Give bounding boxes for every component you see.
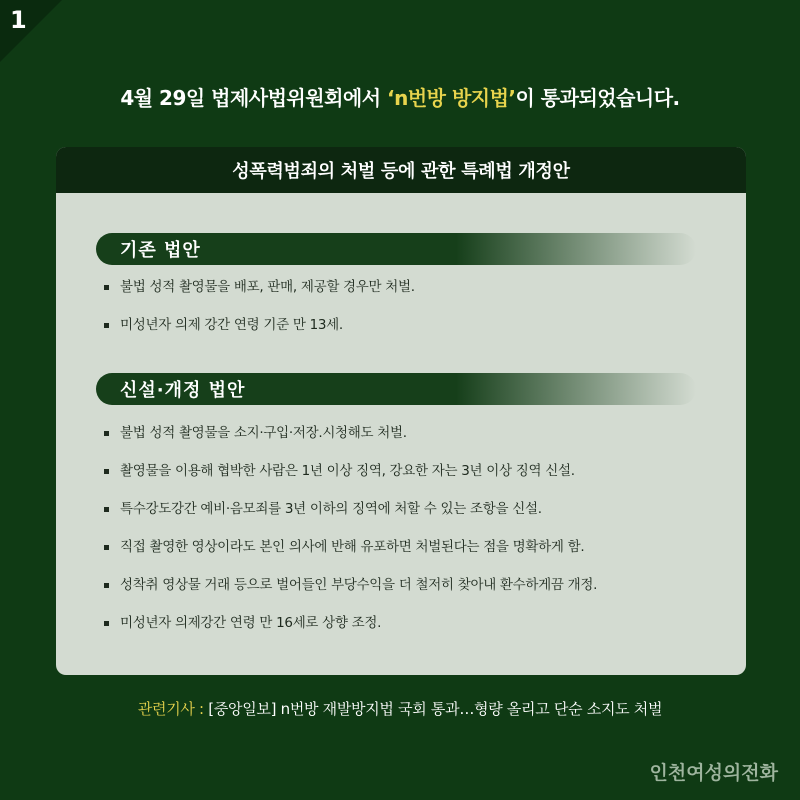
new-law-list bbox=[102, 425, 597, 653]
headline-prefix: 4월 29일 법제사법위원회에서 bbox=[120, 86, 388, 110]
list-item: 불법 성적 촬영물을 배포, 판매, 제공할 경우만 처벌. bbox=[102, 279, 415, 295]
page-number: 1 bbox=[10, 6, 27, 34]
headline bbox=[0, 82, 800, 111]
related-article[interactable] bbox=[0, 698, 800, 719]
card-title: 성폭력범죄의 처벌 등에 관한 특례법 개정안 bbox=[56, 147, 746, 193]
list-item: 불법 성적 촬영물을 소지·구입·저장.시청해도 처벌. bbox=[102, 425, 597, 441]
section-title-new: 신설·개정 법안 bbox=[96, 373, 696, 405]
headline-suffix: 이 통과되었습니다. bbox=[515, 86, 680, 110]
list-item: 직접 촬영한 영상이라도 본인 의사에 반해 유포하면 처벌된다는 점을 명확하게 함. bbox=[102, 539, 597, 555]
existing-law-list bbox=[102, 279, 415, 355]
section-title-existing: 기존 법안 bbox=[96, 233, 696, 265]
list-item: 성착취 영상물 거래 등으로 벌어들인 부당수익을 더 철저히 찾아내 환수하게끔 개정. bbox=[102, 577, 597, 593]
headline-highlight: ‘n번방 방지법’ bbox=[387, 86, 516, 110]
article-label: 관련기사 : bbox=[137, 700, 204, 718]
list-item: 미성년자 의제 강간 연령 기준 만 13세. bbox=[102, 317, 415, 333]
organization-logo: 인천여성의전화 bbox=[649, 762, 778, 784]
law-card bbox=[56, 147, 746, 675]
list-item: 미성년자 의제강간 연령 만 16세로 상향 조정. bbox=[102, 615, 597, 631]
article-text: [중앙일보] n번방 재발방지법 국회 통과…형량 올리고 단순 소지도 처벌 bbox=[203, 700, 663, 718]
list-item: 특수강도강간 예비·음모죄를 3년 이하의 징역에 처할 수 있는 조항을 신설. bbox=[102, 501, 597, 517]
list-item: 촬영물을 이용해 협박한 사람은 1년 이상 징역, 강요한 자는 3년 이상 징역 신설. bbox=[102, 463, 597, 479]
